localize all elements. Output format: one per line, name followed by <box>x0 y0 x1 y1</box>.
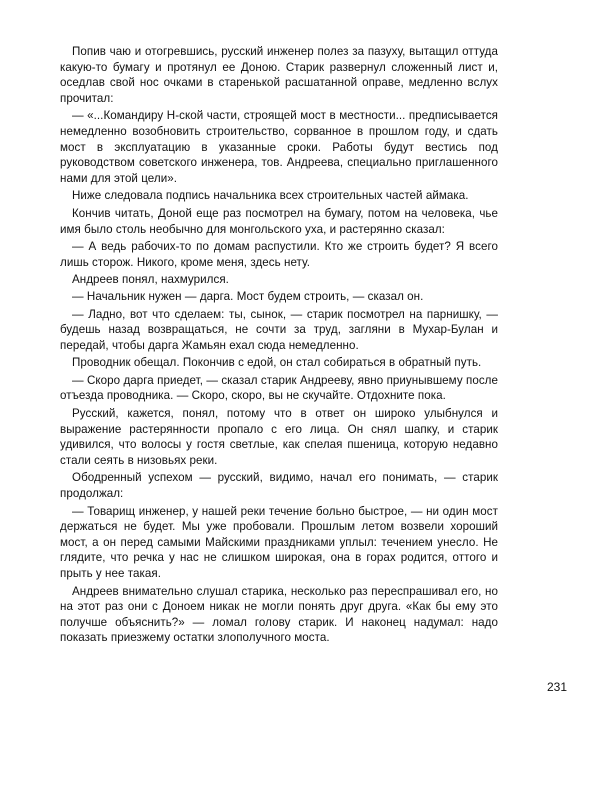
page-number: 231 <box>547 680 568 694</box>
paragraph: — Товарищ инженер, у нашей реки течение больно быстрое, — ни один мост держаться не будет. Мы уже пробовали. Прошлым летом возвели хороший мост, а он перед самыми Майскими праздниками уплыл: течением унесло. Не глядите, что речка у нас не слишком широкая, она в горах родится, оттого и прыть у нее такая. <box>60 504 498 580</box>
paragraph: — Начальник нужен — дарга. Мост будем строить, — сказал он. <box>72 289 424 303</box>
paragraph: — «...Командиру Н-ской части, строящей мост в местности... предписывается немедленно возобновить строительство, сорванное в прошлом году, и сдать мост в эксплуатацию в указанные сроки. Работы будут вестись под руководством советского инженера, тов. Андреева, специально приглашенного нами для этой цели». <box>60 109 498 185</box>
paragraph: Андреев понял, нахмурился. <box>72 273 229 287</box>
page-body <box>60 44 498 648</box>
paragraph: — Ладно, вот что сделаем: ты, сынок, — старик посмотрел на парнишку, — будешь назад возвращаться, не сочти за труд, загляни в Мухар-Булан и передай, чтобы дарга Жамьян ехал сюда немедленно. <box>60 307 498 352</box>
paragraph: Ободренный успехом — русский, видимо, начал его понимать, — старик продолжал: <box>60 471 498 501</box>
paragraph: Ниже следовала подпись начальника всех строительных частей аймака. <box>72 189 469 203</box>
paragraph: Андреев внимательно слушал старика, несколько раз переспрашивал его, но на этот раз они с Доноем никак не могли понять друг друга. «Как бы ему это получше объяснить?» — ломал голову старик. И наконец надумал: надо показать приезжему остатки злополучного моста. <box>60 584 498 645</box>
paragraph: Русский, кажется, понял, потому что в ответ он широко улыбнулся и выражение растерянности пропало с его лица. Он снял шапку, и старик удивился, что волосы у гостя светлые, как спелая пшеница, которую недавно стали сеять в низовьях реки. <box>60 407 498 467</box>
paragraph: — Скоро дарга приедет, — сказал старик Андрееву, явно приунывшему после отъезда проводника. — Скоро, скоро, вы не скучайте. Отдохните пока. <box>60 373 498 403</box>
paragraph: — А ведь рабочих-то по домам распустили. Кто же строить будет? Я всего лишь сторож. Никого, кроме меня, здесь нету. <box>60 240 498 269</box>
paragraph: Проводник обещал. Покончив с едой, он стал собираться в обратный путь. <box>72 356 482 370</box>
paragraph: Кончив читать, Доной еще раз посмотрел на бумагу, потом на человека, чье имя было столь необычно для монгольского уха, и растерянно сказал: <box>60 206 498 236</box>
paragraph: Попив чаю и отогревшись, русский инженер полез за пазуху, вытащил оттуда какую-то бумагу и протянул ее Доною. Старик развернул сложенный лист и, оседлав свой нос очками в старенькой расшатанной оправе, медленно вслух прочитал: <box>60 45 498 105</box>
